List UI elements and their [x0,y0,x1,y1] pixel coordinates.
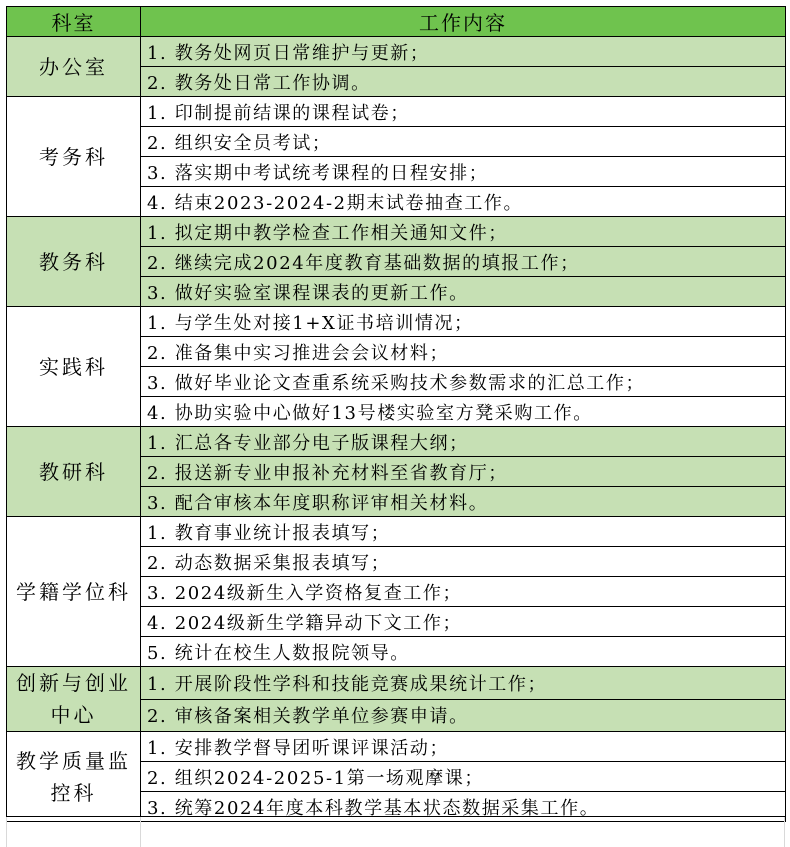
table-row [7,667,786,700]
table-row [7,307,786,337]
task-cell[interactable]: 3. 做好毕业论文查重系统采购技术参数需求的汇总工作； [141,367,786,397]
header-dept-cell[interactable]: 科室 [7,7,141,37]
task-cell[interactable]: 2. 准备集中实习推进会会议材料； [141,337,786,367]
department-cell[interactable]: 创新与创业 中心 [7,667,141,732]
task-cell[interactable]: 4. 结束2023-2024-2期末试卷抽查工作。 [141,187,786,217]
task-cell[interactable]: 1. 教育事业统计报表填写； [141,517,786,547]
task-cell[interactable]: 1. 拟定期中教学检查工作相关通知文件； [141,217,786,247]
table-row [7,427,786,457]
department-cell[interactable]: 办公室 [7,37,141,97]
department-cell[interactable]: 教研科 [7,427,141,517]
task-cell[interactable]: 5. 统计在校生人数报院领导。 [141,637,786,667]
task-cell[interactable]: 1. 安排教学督导团听课评课活动； [141,732,786,762]
department-cell[interactable]: 教学质量监 控科 [7,732,141,822]
department-cell[interactable]: 学籍学位科 [7,517,141,667]
department-cell[interactable]: 教务科 [7,217,141,307]
task-cell[interactable]: 2. 教务处日常工作协调。 [141,67,786,97]
work-plan-table [6,6,786,822]
department-cell[interactable]: 考务科 [7,97,141,217]
task-cell[interactable]: 1. 与学生处对接1+X证书培训情况； [141,307,786,337]
task-cell[interactable]: 1. 印制提前结课的课程试卷； [141,97,786,127]
task-cell[interactable]: 2. 审核备案相关教学单位参赛申请。 [141,699,786,732]
work-plan-body [7,37,786,822]
task-cell[interactable]: 1. 汇总各专业部分电子版课程大纲； [141,427,786,457]
task-cell[interactable]: 2. 报送新专业申报补充材料至省教育厅； [141,457,786,487]
task-cell[interactable]: 2. 组织2024-2025-1第一场观摩课； [141,762,786,792]
table-row [7,37,786,67]
task-cell[interactable]: 2. 动态数据采集报表填写； [141,547,786,577]
task-cell[interactable]: 3. 2024级新生入学资格复查工作； [141,577,786,607]
table-row [7,217,786,247]
header-row [7,7,786,37]
department-cell[interactable]: 实践科 [7,307,141,427]
task-cell[interactable]: 1. 教务处网页日常维护与更新； [141,37,786,67]
task-cell[interactable]: 3. 做好实验室课程课表的更新工作。 [141,277,786,307]
task-cell[interactable]: 4. 协助实验中心做好13号楼实验室方凳采购工作。 [141,397,786,427]
table-row [7,732,786,762]
task-cell[interactable]: 2. 组织安全员考试； [141,127,786,157]
header-tasks-cell[interactable]: 工作内容 [141,7,786,37]
task-cell[interactable]: 1. 开展阶段性学科和技能竞赛成果统计工作； [141,667,786,700]
task-cell[interactable]: 4. 2024级新生学籍异动下文工作； [141,607,786,637]
task-cell[interactable]: 3. 配合审核本年度职称评审相关材料。 [141,487,786,517]
task-cell[interactable]: 3. 统筹2024年度本科教学基本状态数据采集工作。 [141,792,786,822]
empty-grid-area [6,816,785,847]
table-row [7,97,786,127]
task-cell[interactable]: 2. 继续完成2024年度教育基础数据的填报工作； [141,247,786,277]
task-cell[interactable]: 3. 落实期中考试统考课程的日程安排； [141,157,786,187]
table-row [7,517,786,547]
